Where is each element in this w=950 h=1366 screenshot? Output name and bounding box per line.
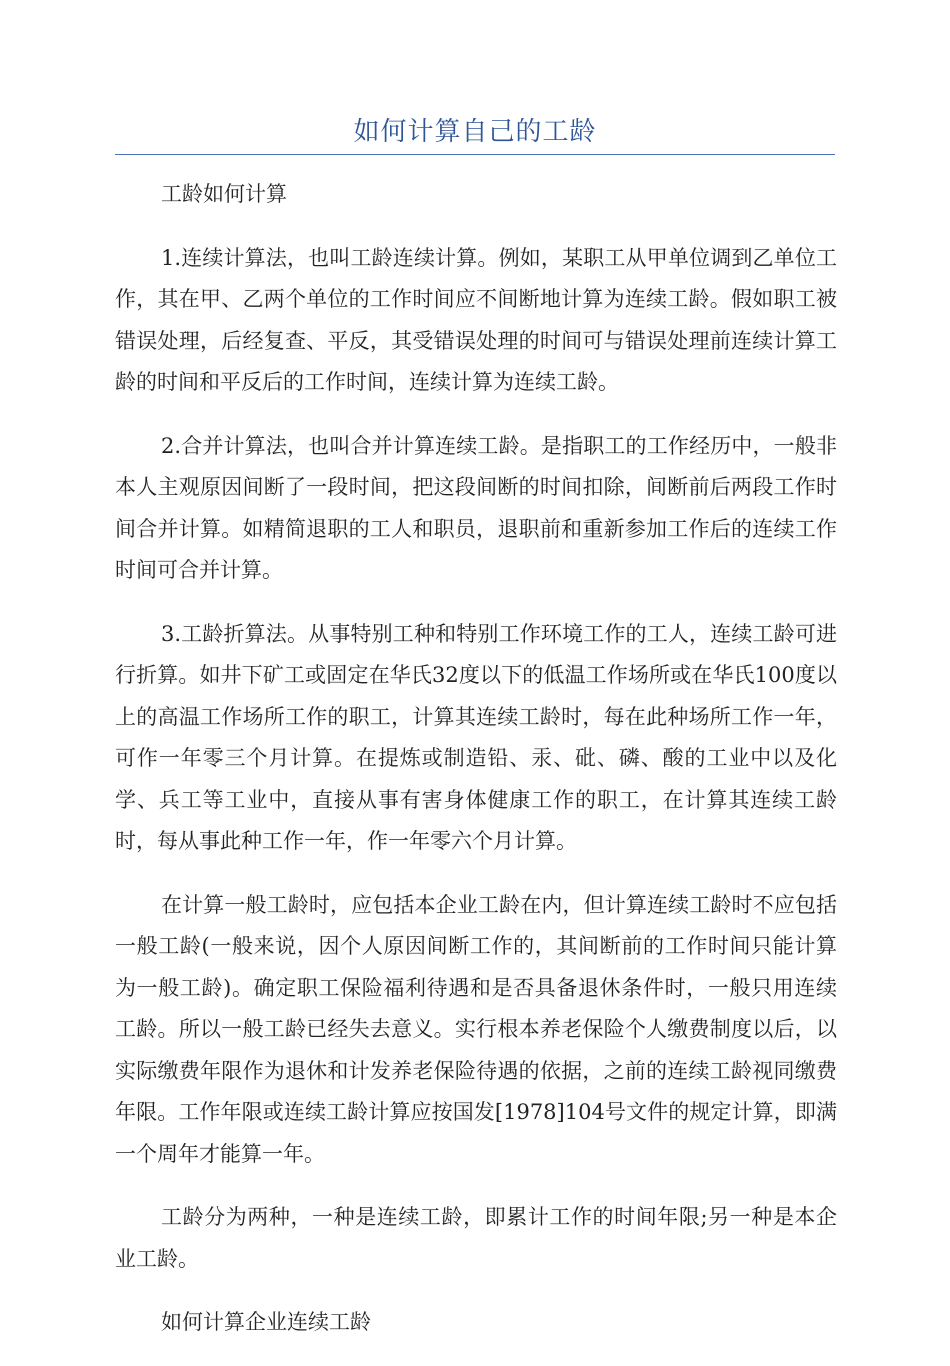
paragraph-general-seniority: 在计算一般工龄时，应包括本企业工龄在内，但计算连续工龄时不应包括一般工龄(一般来说，因个人原因间断工作的，其间断前的工作时间只能计算为一般工龄)。确定职工保险福利待遇和是否具备退休条件时，一般只用连续工龄。所以一般工龄已经失去意义。实行根本养老保险个人缴费制度以后，以实际缴费年限作为退休和计发养老保险待遇的依据，之前的连续工龄视同缴费年限。工作年限或连续工龄计算应按国发[1978]104号文件的规定计算，即满一个周年才能算一年。: [115, 892, 837, 1166]
paragraph-subheading-enterprise: 如何计算企业连续工龄: [161, 1310, 371, 1334]
paragraph-merge-method: 2.合并计算法，也叫合并计算连续工龄。是指职工的工作经历中，一般非本人主观原因间断了一段时间，把这段间断的时间扣除，间断前后两段工作时间合并计算。如精简退职的工人和职员，退职前和重新参加工作后的连续工作时间可合并计算。: [115, 433, 837, 582]
title-underline: [115, 154, 835, 155]
paragraph-subheading-how-to-calculate: 工龄如何计算: [161, 182, 287, 206]
paragraph-two-types: 工龄分为两种，一种是连续工龄，即累计工作的时间年限;另一种是本企业工龄。: [115, 1205, 837, 1271]
paragraph-conversion-method: 3.工龄折算法。从事特别工种和特别工作环境工作的工人，连续工龄可进行折算。如井下矿工或固定在华氏32度以下的低温工作场所或在华氏100度以上的高温工作场所工作的职工，计算其连续工龄时，每在此种场所工作一年，可作一年零三个月计算。在提炼或制造铅、汞、砒、磷、酸的工业中以及化学、兵工等工业中，直接从事有害身体健康工作的职工，在计算其连续工龄时，每从事此种工作一年，作一年零六个月计算。: [115, 621, 837, 853]
document-title: 如何计算自己的工龄: [353, 117, 597, 147]
paragraph-continuous-method: 1.连续计算法，也叫工龄连续计算。例如，某职工从甲单位调到乙单位工作，其在甲、乙两个单位的工作时间应不间断地计算为连续工龄。假如职工被错误处理，后经复查、平反，其受错误处理的时间可与错误处理前连续计算工龄的时间和平反后的工作时间，连续计算为连续工龄。: [115, 245, 837, 394]
document-body: [115, 174, 837, 1366]
